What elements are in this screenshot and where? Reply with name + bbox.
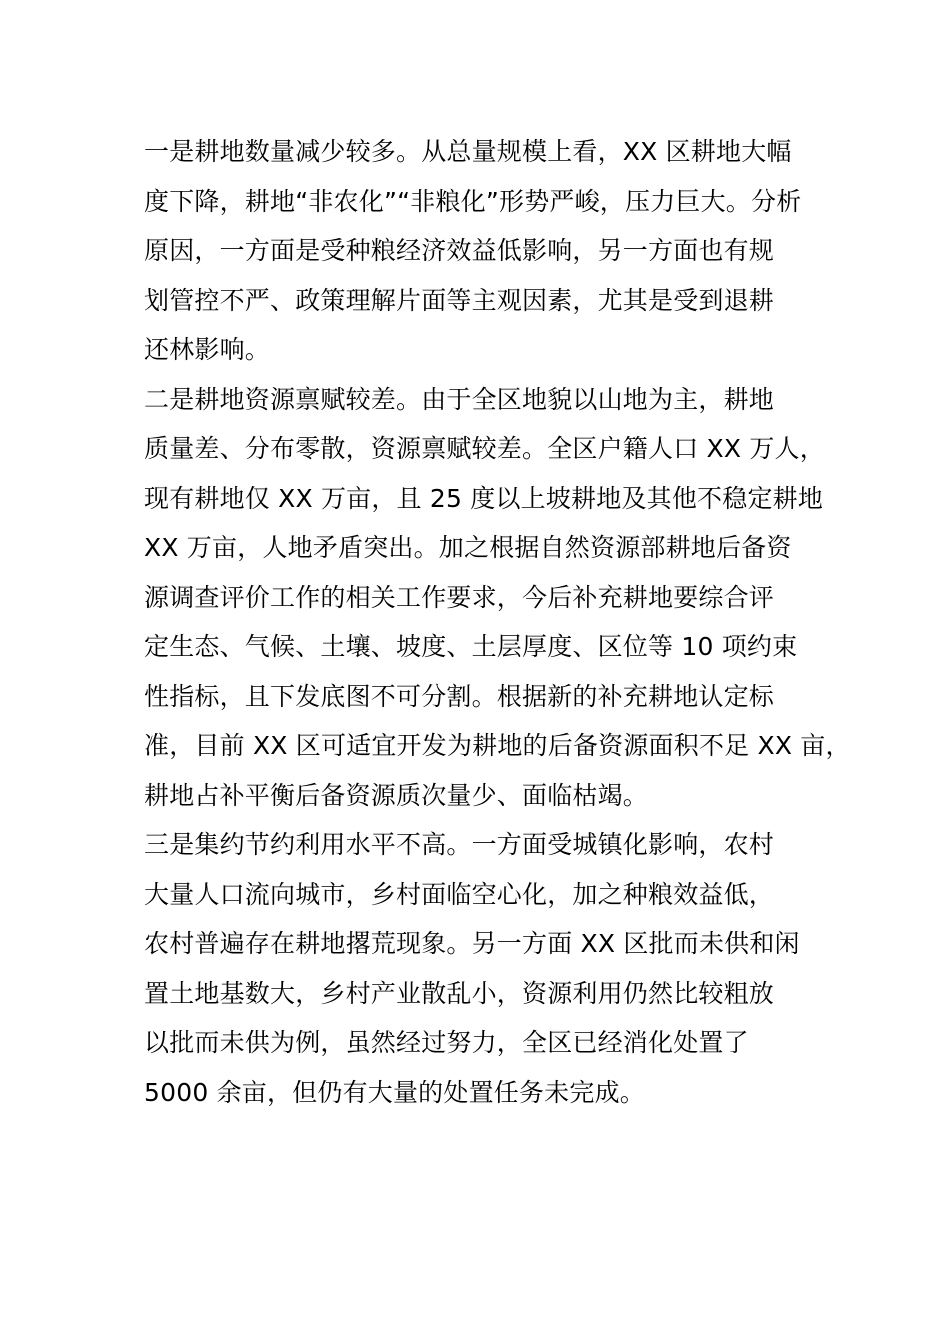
paragraph-intensive-land-use bbox=[144, 820, 834, 1117]
text-line: 度下降，耕地“非农化”“非粮化”形势严峻，压力巨大。分析 bbox=[144, 186, 802, 216]
text-line: 置土地基数大，乡村产业散乱小，资源利用仍然比较粗放 bbox=[144, 978, 775, 1008]
text-line: 大量人口流向城市，乡村面临空心化，加之种粮效益低， bbox=[144, 879, 775, 909]
text-line: 耕地占补平衡后备资源质次量少、面临枯竭。 bbox=[144, 780, 649, 810]
text-line: 5000 余亩，但仍有大量的处置任务未完成。 bbox=[144, 1077, 645, 1107]
text-line: 性指标，且下发底图不可分割。根据新的补充耕地认定标 bbox=[144, 681, 775, 711]
text-line: 现有耕地仅 XX 万亩，且 25 度以上坡耕地及其他不稳定耕地 bbox=[144, 483, 824, 513]
text-line: 定生态、气候、土壤、坡度、土层厚度、区位等 10 项约束 bbox=[144, 632, 798, 661]
paragraph-land-resource-endowment bbox=[144, 375, 851, 821]
document-body bbox=[144, 127, 851, 1117]
paragraph-cultivated-land-decrease bbox=[144, 127, 834, 375]
text-line: 原因，一方面是受种粮经济效益低影响，另一方面也有规 bbox=[144, 236, 775, 265]
text-line: 以批而未供为例，虽然经过努力，全区已经消化处置了 bbox=[144, 1028, 749, 1057]
text-line: 二是耕地资源禀赋较差。由于全区地貌以山地为主，耕地 bbox=[144, 384, 775, 414]
text-line: XX 万亩，人地矛盾突出。加之根据自然资源部耕地后备资 bbox=[144, 533, 792, 562]
text-line: 还林影响。 bbox=[144, 335, 271, 364]
text-line: 划管控不严、政策理解片面等主观因素，尤其是受到退耕 bbox=[144, 285, 775, 315]
text-line: 质量差、分布零散，资源禀赋较差。全区户籍人口 XX 万人， bbox=[144, 434, 825, 463]
text-line: 源调查评价工作的相关工作要求，今后补充耕地要综合评 bbox=[144, 582, 775, 612]
text-line: 农村普遍存在耕地撂荒现象。另一方面 XX 区批而未供和闲 bbox=[144, 929, 800, 958]
text-line: 一是耕地数量减少较多。从总量规模上看，XX 区耕地大幅 bbox=[144, 137, 792, 166]
text-line: 准，目前 XX 区可适宜开发为耕地的后备资源面积不足 XX 亩， bbox=[144, 731, 851, 760]
text-line: 三是集约节约利用水平不高。一方面受城镇化影响，农村 bbox=[144, 830, 775, 859]
